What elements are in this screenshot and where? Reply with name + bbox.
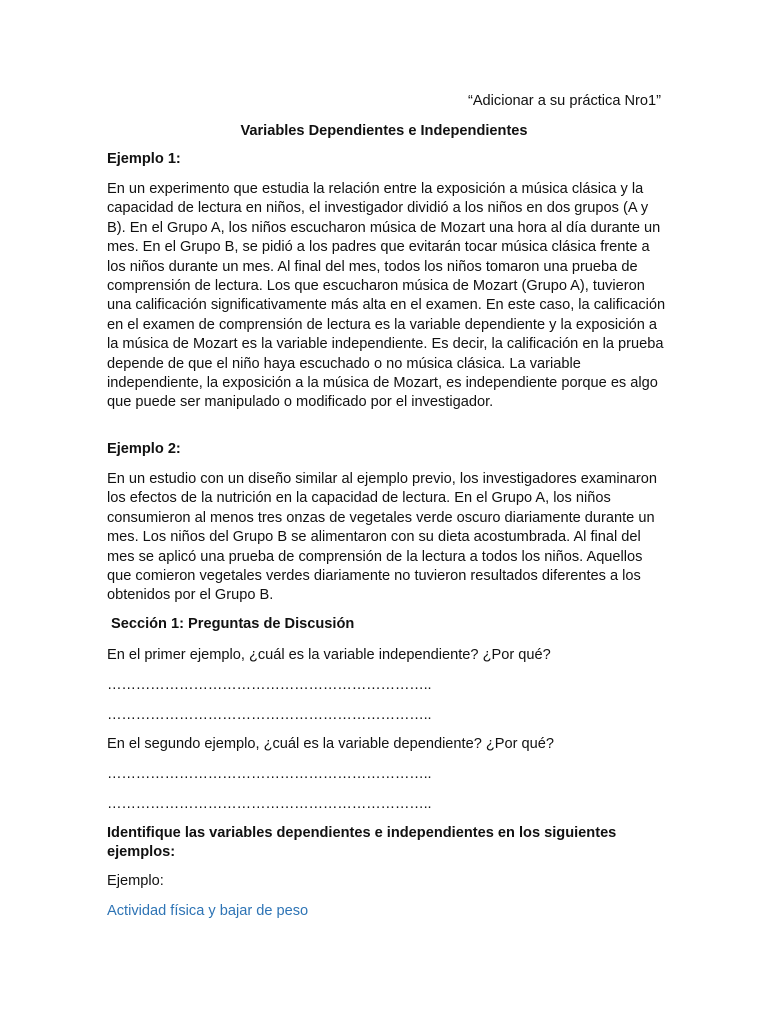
question1-text: En el primer ejemplo, ¿cuál es la variable independiente? ¿Por qué? [107,647,551,663]
identify-heading: Identifique las variables dependientes e independientes en los siguientes ejemplos: [107,825,617,861]
answer-line-1: ………………………………………………………….. [107,677,432,693]
header-note: “Adicionar a su práctica Nro1” [467,93,661,109]
example2-heading: Ejemplo 2: [107,441,181,457]
section1-heading: Sección 1: Preguntas de Discusión [111,616,355,632]
answer-line-4: ………………………………………………………….. [107,796,432,812]
answer-line-3: ………………………………………………………….. [107,766,432,782]
answer-line-2: ………………………………………………………….. [107,707,432,723]
example1-heading: Ejemplo 1: [107,151,181,167]
example1-paragraph: En un experimento que estudia la relación entre la exposición a música clásica y la capacidad de lectura en niños, el investigador dividió a los niños en dos grupos (A y B). En el Grupo A, los niños escucharon música de Mozart una hora al día durante un mes. En el Grupo B, se pidió a los padres que evitarán tocar música clásica frente a los niños durante un mes. Al final del mes, todos los niños tomaron una prueba de comprensión de lectura. Los que escucharon música de Mozart (Grupo A), tuvieron una calificación significativamente más alta en el examen. En este caso, la calificación en el examen de comprensión de lectura es la variable dependiente y la exposición a la música de Mozart es la variable independiente. Es decir, la calificación en la prueba depende de que el niño haya escuchado o no música clásica. La variable independiente, la exposición a la música de Mozart, es independiente porque es algo que puede ser manipulado o modificado por el investigador. [107,181,666,411]
example2-paragraph: En un estudio con un diseño similar al ejemplo previo, los investigadores examinaron los efectos de la nutrición en la capacidad de lectura. En el Grupo A, los niños consumieron al menos tres onzas de vegetales verde oscuro diariamente durante un mes. Los niños del Grupo B se alimentaron con su dieta acostumbrada. Al final del mes se aplicó una prueba de comprensión de la lectura a todos los niños. Aquellos que comieron vegetales verdes diariamente no tuvieron resultados diferentes a los obtenidos por el Grupo B. [107,471,658,604]
document-title: Variables Dependientes e Independientes [240,123,528,139]
question2-text: En el segundo ejemplo, ¿cuál es la variable dependiente? ¿Por qué? [107,736,555,752]
example-label: Ejemplo: [107,873,164,889]
example-item-link[interactable]: Actividad física y bajar de peso [107,903,309,919]
